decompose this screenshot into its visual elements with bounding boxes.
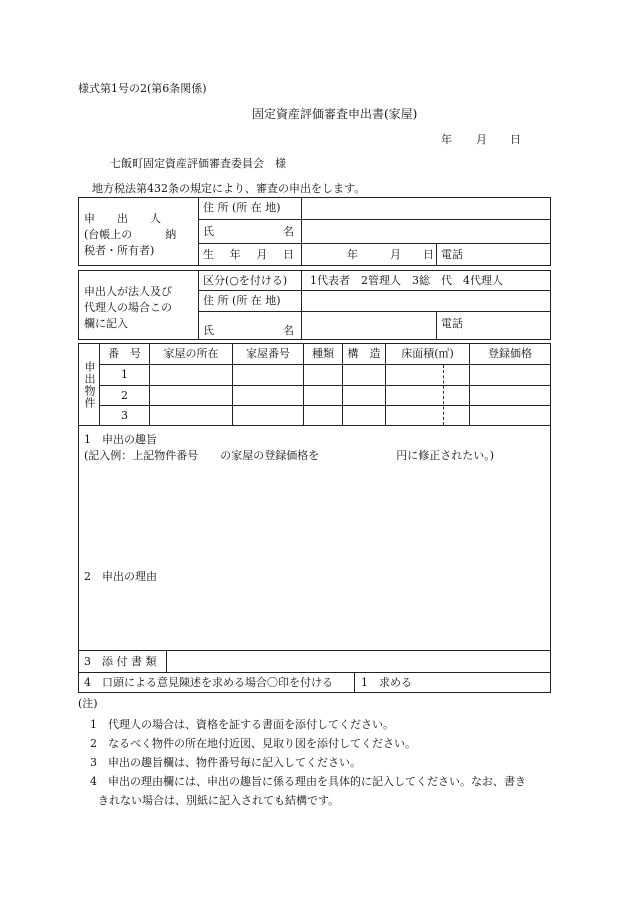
properties-section-label-text: 申出物件 bbox=[83, 360, 96, 409]
preamble: 地方税法第432条の規定により、審査の申出をします。 bbox=[92, 182, 366, 195]
dob-tsuki: 月 bbox=[256, 248, 268, 261]
property-row-1-number bbox=[99, 364, 150, 386]
representative-label-line1: 申出人が法人及び bbox=[84, 285, 172, 298]
property-row-2-structure[interactable] bbox=[342, 385, 386, 406]
purpose-and-reason-block[interactable] bbox=[78, 425, 551, 651]
property-row-2-type[interactable] bbox=[303, 385, 343, 406]
note-item-4-continued: きれない場合は、別紙に記入されても結構です。 bbox=[98, 794, 340, 807]
addressee: 七飯町固定資産評価審査委員会 様 bbox=[110, 157, 286, 170]
col-header-registered-value-text: 登録価格 bbox=[488, 347, 532, 360]
note-item-4: 4 申出の理由欄には、申出の趣旨に係る理由を具体的に記入してください。なお、書き bbox=[90, 775, 526, 788]
representative-address-label bbox=[198, 290, 302, 312]
dob-date-tsuki: 月 bbox=[390, 248, 401, 261]
notes-heading: (注) bbox=[78, 697, 98, 710]
form-code: 様式第1号の2(第6条関係) bbox=[78, 82, 207, 95]
representative-label-cell bbox=[78, 270, 199, 340]
property-row-3-number-text: 3 bbox=[121, 408, 128, 422]
date-day-label: 日 bbox=[510, 133, 521, 146]
applicant-name-label-left: 氏 bbox=[203, 225, 214, 238]
col-header-structure bbox=[342, 343, 386, 365]
representative-name-label bbox=[198, 311, 302, 340]
col-header-location bbox=[149, 343, 233, 365]
date-year-label: 年 bbox=[441, 133, 452, 146]
attachments-label: 3 添 付 書 類 bbox=[84, 655, 157, 668]
representative-label-line2: 代理人の場合この bbox=[84, 301, 172, 314]
col-header-floor-area-text: 床面積(㎡) bbox=[401, 347, 454, 360]
application-form bbox=[78, 197, 551, 699]
applicant-phone-field[interactable] bbox=[436, 243, 551, 266]
representative-name-label-right: 名 bbox=[283, 324, 294, 337]
representative-name-label-left: 氏 bbox=[203, 324, 214, 337]
representative-phone-label: 電話 bbox=[441, 317, 463, 330]
col-header-number bbox=[99, 343, 150, 365]
applicant-name-field[interactable] bbox=[301, 219, 551, 244]
floor-area-decimal-divider bbox=[443, 365, 444, 425]
representative-address-label-text: 住 所 (所 在 地) bbox=[203, 294, 281, 307]
document-title: 固定資産評価審査申出書(家屋) bbox=[252, 107, 418, 121]
property-row-1-location[interactable] bbox=[149, 364, 233, 386]
col-header-structure-text: 構 造 bbox=[347, 347, 381, 360]
purpose-example: (記入例：上記物件番号 の家屋の登録価格を 円に修正されたい。) bbox=[84, 449, 495, 462]
property-row-1-house-number[interactable] bbox=[232, 364, 304, 386]
property-row-1-type[interactable] bbox=[303, 364, 343, 386]
applicant-phone-label: 電話 bbox=[441, 248, 463, 261]
oral-hearing-option-text: 1 求める bbox=[361, 676, 412, 689]
applicant-address-label-text: 住 所 (所 在 地) bbox=[203, 201, 281, 214]
col-header-type-text: 種類 bbox=[312, 347, 334, 360]
property-row-3-type[interactable] bbox=[303, 405, 343, 426]
representative-category-label-text: 区分(○を付ける) bbox=[203, 274, 288, 287]
col-header-floor-area bbox=[385, 343, 470, 365]
dob-hi: 日 bbox=[282, 248, 294, 261]
representative-category-label bbox=[198, 270, 302, 291]
property-row-2-number bbox=[99, 385, 150, 406]
property-row-3-house-number[interactable] bbox=[232, 405, 304, 426]
note-item-1: 1 代理人の場合は、資格を証する書面を添付してください。 bbox=[90, 718, 394, 731]
oral-hearing-label: 4 口頭による意見陳述を求める場合〇印を付ける bbox=[84, 676, 333, 689]
applicant-name-label bbox=[198, 219, 302, 244]
attachments-label-cell bbox=[78, 650, 167, 673]
dob-date-nen: 年 bbox=[347, 248, 358, 261]
applicant-label-line2: (台帳上の 納 bbox=[84, 228, 177, 241]
dob-nen: 年 bbox=[229, 248, 241, 261]
applicant-address-field[interactable] bbox=[301, 197, 551, 220]
col-header-type bbox=[303, 343, 343, 365]
applicant-dob-field[interactable] bbox=[301, 243, 437, 266]
col-header-house-number-text: 家屋番号 bbox=[246, 347, 290, 360]
applicant-label-cell bbox=[78, 197, 199, 266]
representative-address-field[interactable] bbox=[301, 290, 551, 312]
property-row-2-location[interactable] bbox=[149, 385, 233, 406]
property-row-3-registered-value[interactable] bbox=[469, 405, 551, 426]
col-header-number-text: 番 号 bbox=[108, 347, 141, 360]
col-header-registered-value bbox=[469, 343, 551, 365]
property-row-1-registered-value[interactable] bbox=[469, 364, 551, 386]
applicant-name-label-right: 名 bbox=[283, 225, 294, 238]
applicant-address-label bbox=[198, 197, 302, 220]
property-row-3-floor-area[interactable] bbox=[385, 405, 470, 426]
property-row-3-number bbox=[99, 405, 150, 426]
property-row-2-house-number[interactable] bbox=[232, 385, 304, 406]
dob-sei: 生 bbox=[203, 248, 214, 261]
attachments-field[interactable] bbox=[166, 650, 551, 673]
property-row-2-floor-area[interactable] bbox=[385, 385, 470, 406]
col-header-house-number bbox=[232, 343, 304, 365]
note-item-2: 2 なるべく物件の所在地付近図、見取り図を添付してください。 bbox=[90, 737, 416, 750]
oral-hearing-option[interactable] bbox=[354, 672, 551, 693]
property-row-1-number-text: 1 bbox=[121, 368, 128, 381]
property-row-1-structure[interactable] bbox=[342, 364, 386, 386]
note-item-3: 3 申出の趣旨欄は、物件番号毎に記入してください。 bbox=[90, 756, 361, 769]
properties-section-label bbox=[78, 343, 100, 426]
property-row-2-number-text: 2 bbox=[121, 388, 128, 402]
representative-label-line3: 欄に記入 bbox=[84, 317, 128, 330]
property-row-1-floor-area[interactable] bbox=[385, 364, 470, 386]
property-row-3-structure[interactable] bbox=[342, 405, 386, 426]
applicant-dob-label bbox=[198, 243, 302, 266]
purpose-heading: 1 申出の趣旨 bbox=[84, 433, 157, 446]
representative-category-options[interactable] bbox=[301, 270, 551, 291]
property-row-3-location[interactable] bbox=[149, 405, 233, 426]
col-header-location-text: 家屋の所在 bbox=[163, 347, 219, 360]
oral-hearing-label-cell bbox=[78, 672, 355, 693]
reason-heading: 2 申出の理由 bbox=[84, 570, 157, 583]
representative-phone-field[interactable] bbox=[436, 311, 551, 340]
applicant-label-line3: 税者・所有者) bbox=[84, 244, 155, 257]
dob-date-hi: 日 bbox=[423, 248, 434, 261]
date-month-label: 月 bbox=[476, 133, 487, 146]
representative-category-options-text: 1代表者 2管理人 3総 代 4代理人 bbox=[310, 274, 503, 287]
representative-name-field[interactable] bbox=[301, 311, 437, 340]
property-row-2-registered-value[interactable] bbox=[469, 385, 551, 406]
applicant-label-line1: 申 出 人 bbox=[84, 212, 161, 225]
